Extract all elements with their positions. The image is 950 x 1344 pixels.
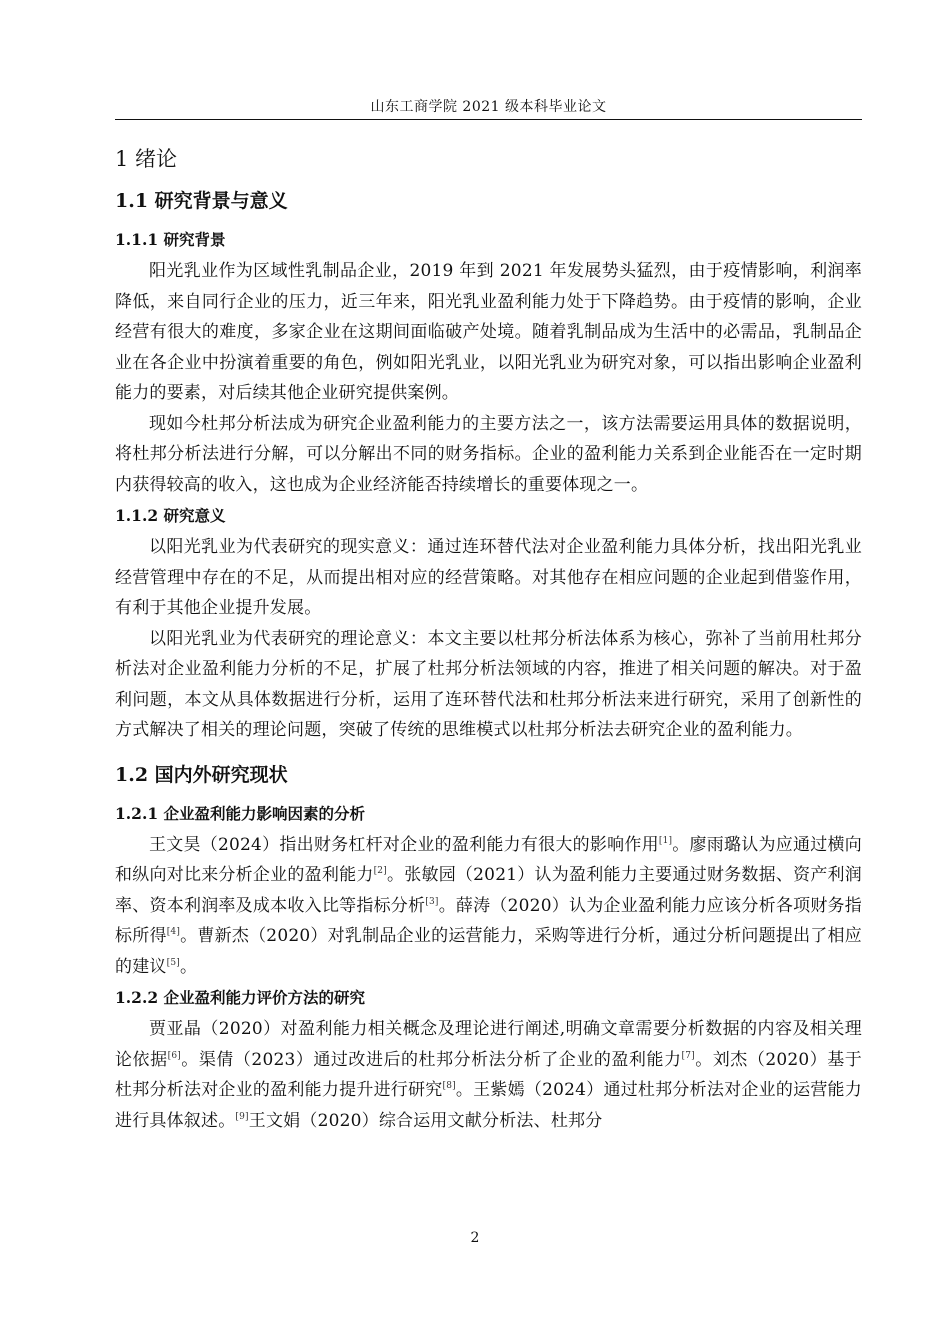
citation-ref-3: [3]: [425, 896, 439, 907]
page-body: [115, 140, 862, 1136]
subsection-1-2-2-title: 1.2.2 企业盈利能力评价方法的研究: [115, 988, 366, 1007]
running-header: 山东工商学院 2021 级本科毕业论文: [370, 99, 607, 115]
paragraph-background-2: 现如今杜邦分析法成为研究企业盈利能力的主要方法之一，该方法需要运用具体的数据说明，将杜邦分析法进行分解，可以分解出不同的财务指标。企业的盈利能力关系到企业能否在一定时期内获得较高的收入，这也成为企业经济能否持续增长的重要体现之一。: [115, 413, 862, 495]
citation-ref-7: [7]: [681, 1050, 695, 1061]
paragraph-significance-1: 以阳光乳业为代表研究的现实意义：通过连环替代法对企业盈利能力具体分析，找出阳光乳业经营管理中存在的不足，从而提出相对应的经营策略。对其他存在相应问题的企业起到借鉴作用，有利于其他企业提升发展。: [115, 537, 862, 618]
citation-ref-8: [8]: [442, 1081, 456, 1091]
text-run: 。: [179, 956, 198, 977]
header-rule: [115, 119, 862, 120]
paragraph-background-1: 阳光乳业作为区域性乳制品企业，2019 年到 2021 年发展势头猛烈，由于疫情影响，利润率降低，来自同行企业的压力，近三年来，阳光乳业盈利能力处于下降趋势。由于疫情的影响，企业经营有很大的难度，多家企业在这期间面临破产处境。随着乳制品成为生活中的必需品，乳制品企业在各企业中扮演着重要的角色，例如阳光乳业，以阳光乳业为研究对象，可以指出影响企业盈利能力的要素，对后续其他企业研究提供案例。: [115, 261, 862, 403]
text-run: 。曹新杰（2020）对乳制品企业的运营能力，采购等进行分析，通过分析问题提出了相应的建议: [115, 926, 862, 977]
text-run: 王文娟（2020）综合运用文献分析法、杜邦分: [248, 1110, 603, 1131]
text-run: 王文昊（2024）指出财务杠杆对企业的盈利能力有很大的影响作用: [149, 834, 659, 855]
text-run: 。刘杰（2020）基于杜邦分析法对企业的盈利能力提升进行研究: [115, 1049, 863, 1100]
citation-ref-5: [5]: [166, 957, 180, 968]
section-1-2-title: 1.2 国内外研究现状: [115, 763, 288, 786]
citation-ref-4: [4]: [166, 927, 181, 937]
chapter-title: 1 绪论: [115, 147, 178, 171]
subsection-1-2-1-title: 1.2.1 企业盈利能力影响因素的分析: [115, 803, 366, 823]
text-run: 。廖雨璐认为应通过横向和纵向对比来分析企业的盈利能力: [115, 834, 863, 885]
text-run: 。渠倩（2023）通过改进后的杜邦分析法分析了企业的盈利能力: [180, 1049, 682, 1070]
citation-ref-2: [2]: [373, 866, 387, 876]
subsection-1-1-1-title: 1.1.1 研究背景: [115, 230, 226, 249]
text-run: 。王紫嫣（2024）通过杜邦分析法对企业的运营能力进行具体叙述。: [115, 1080, 862, 1131]
text-run: 。薛涛（2020）认为企业盈利能力应该分析各项财务指标所得: [115, 895, 862, 946]
citation-ref-6: [6]: [167, 1050, 181, 1061]
page-number: 2: [470, 1230, 480, 1246]
citation-ref-9: [9]: [235, 1111, 249, 1122]
text-run: 。张敏园（2021）认为盈利能力主要通过财务数据、资产利润率、资本利润率及成本收入比等指标分析: [115, 865, 863, 916]
section-1-1-title: 1.1 研究背景与意义: [115, 190, 288, 212]
text-run: 贾亚晶（2020）对盈利能力相关概念及理论进行阐述,明确文章需要分析数据的内容及相关理论依据: [115, 1019, 862, 1070]
paragraph-influence-factors: [115, 830, 862, 983]
citation-ref-1: [1]: [658, 835, 673, 846]
paragraph-significance-2: 以阳光乳业为代表研究的理论意义：本文主要以杜邦分析法体系为核心，弥补了当前用杜邦分析法对企业盈利能力分析的不足，扩展了杜邦分析法领域的内容，推进了相关问题的解决。对于盈利问题，本文从具体数据进行分析，运用了连环替代法和杜邦分析法来进行研究，采用了创新性的方式解决了相关的理论问题，突破了传统的思维模式以杜邦分析法去研究企业的盈利能力。: [115, 628, 862, 740]
paragraph-evaluation-methods: [115, 1014, 862, 1136]
subsection-1-1-2-title: 1.1.2 研究意义: [115, 506, 226, 525]
